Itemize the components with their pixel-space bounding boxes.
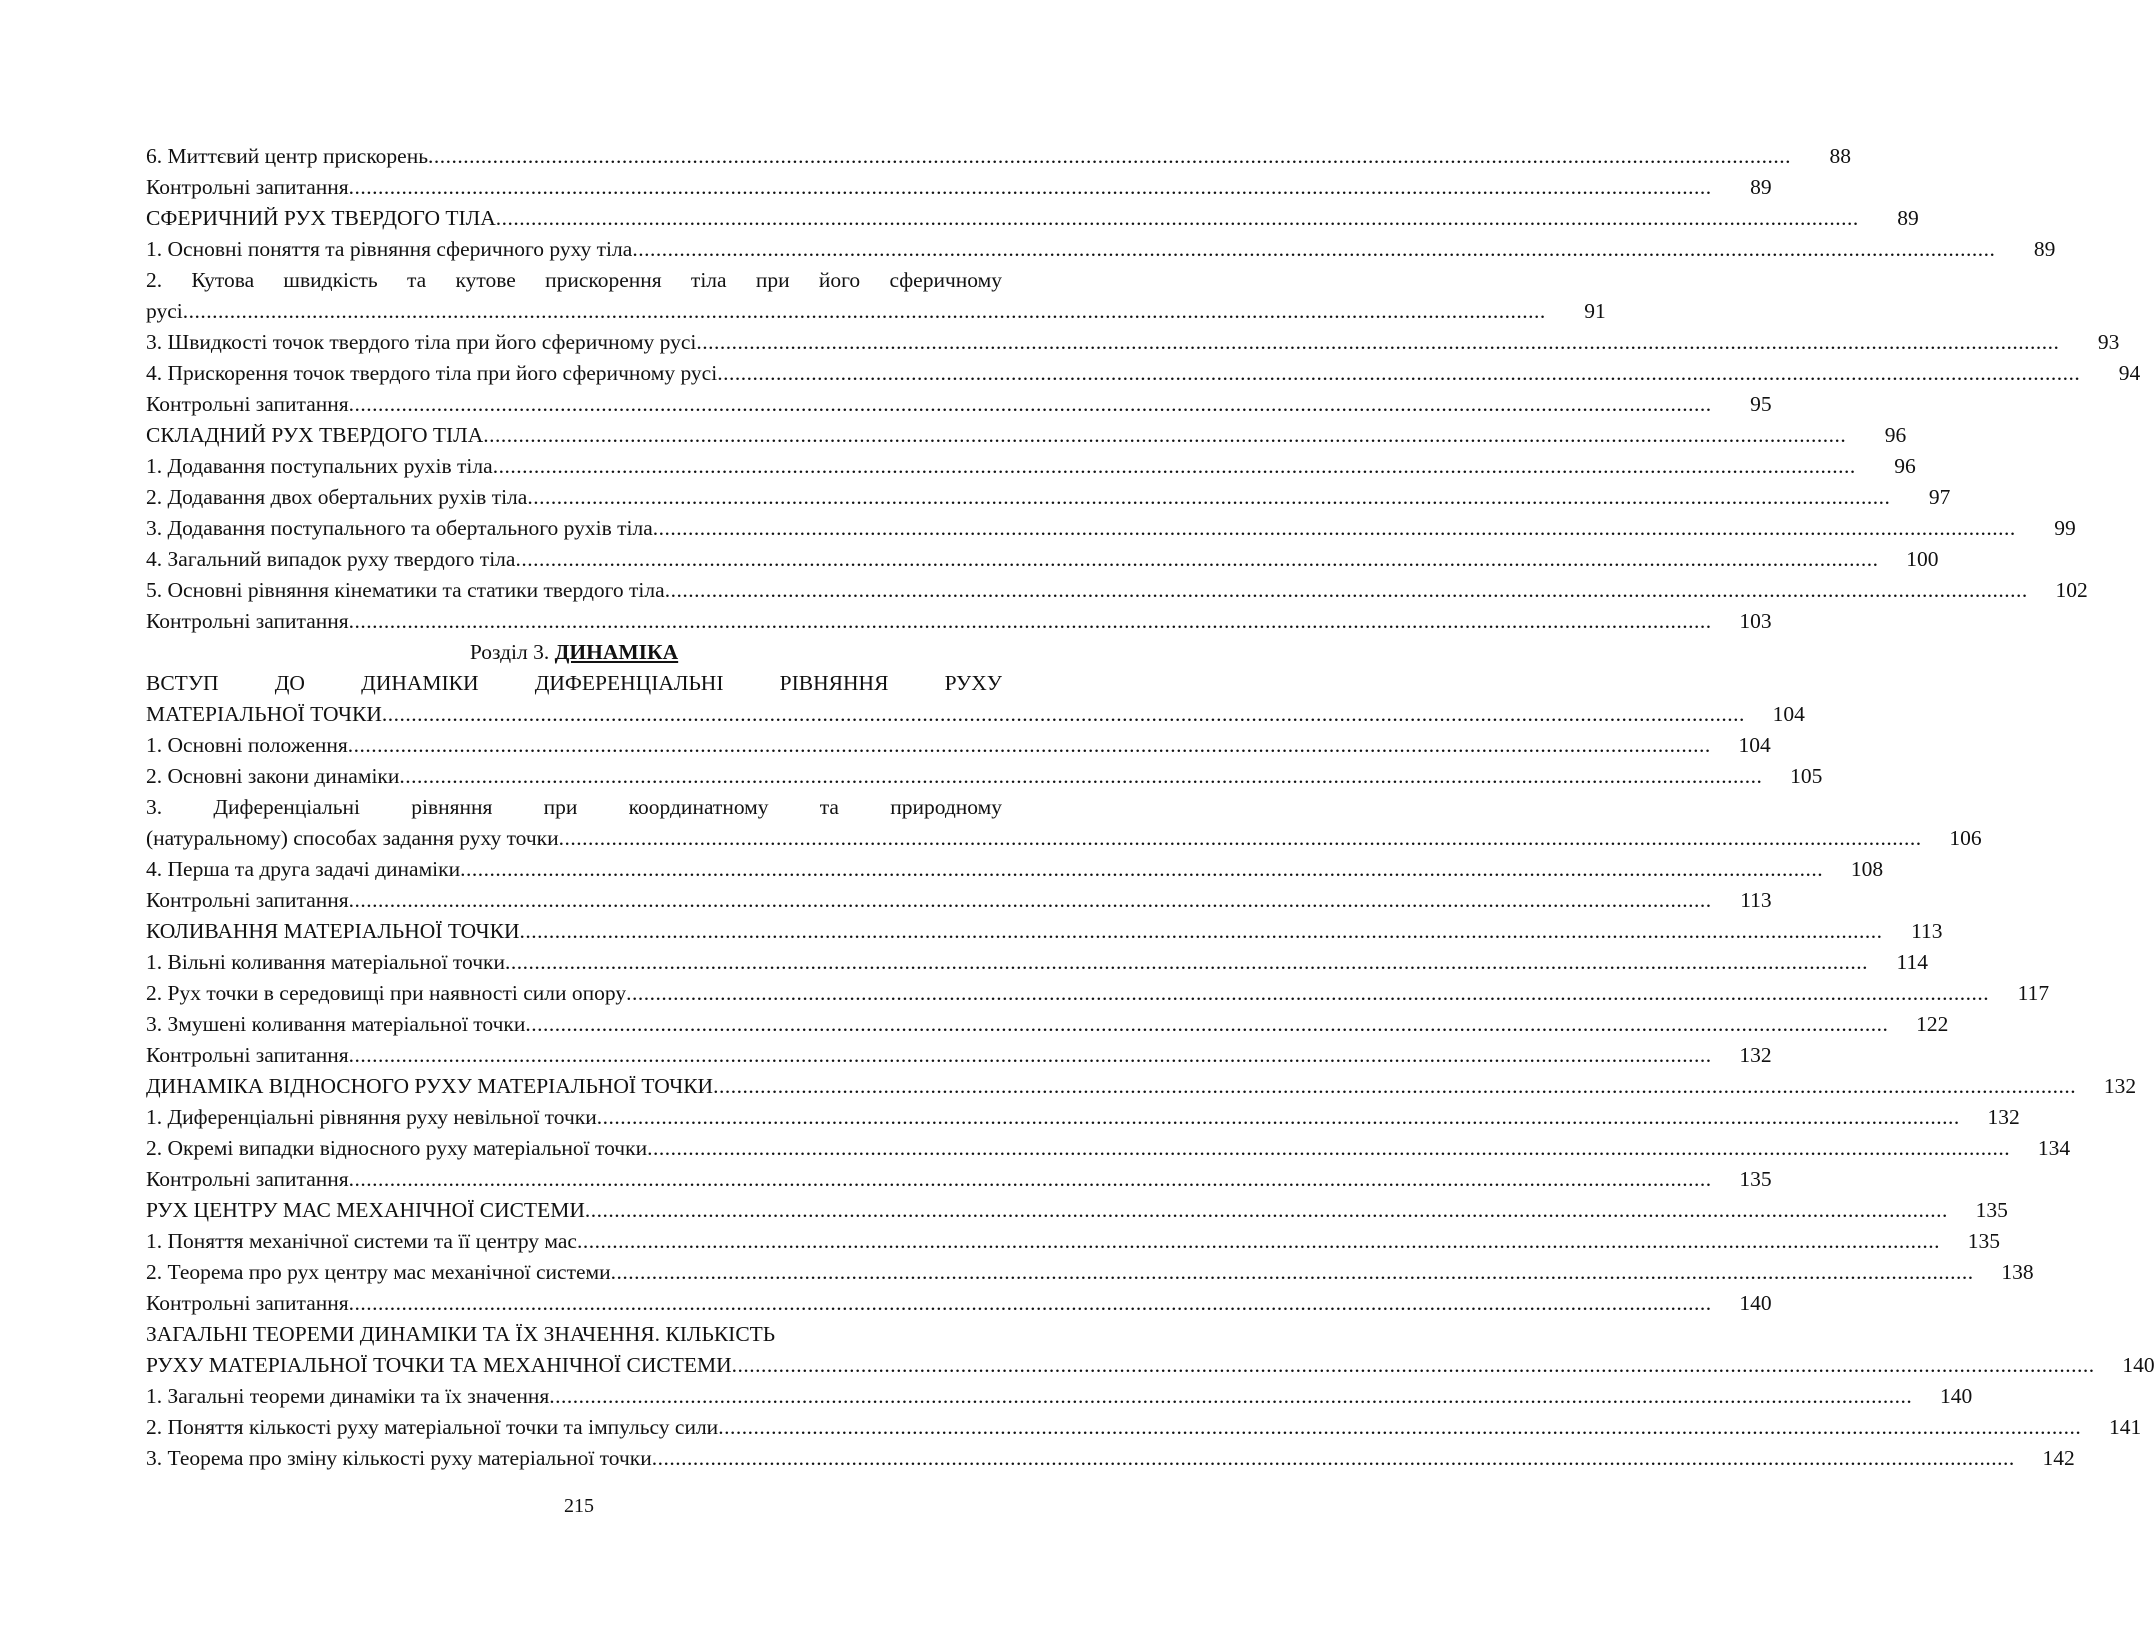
toc-entry	[146, 1102, 2020, 1133]
toc-entry	[146, 1164, 1772, 1195]
toc-entry	[146, 513, 2076, 544]
leader-dots	[496, 203, 1859, 234]
leader-dots	[349, 172, 1712, 203]
toc-entry	[146, 978, 2050, 1009]
toc-entry	[146, 606, 1772, 637]
leader-dots	[348, 730, 1711, 761]
toc-entry-page: 94	[2118, 361, 2141, 385]
toc-entry-page: 89	[1897, 206, 1919, 230]
leader-dots	[647, 1133, 2010, 1164]
toc-entry	[146, 761, 1823, 792]
toc-entry-page: 122	[1916, 1012, 1949, 1036]
toc-entry-title: 2. Теорема про рух центру мас механічної системи	[146, 1260, 611, 1284]
leader-dots	[505, 947, 1868, 978]
section-title: ДИНАМІКА	[554, 640, 679, 664]
leader-dots	[597, 1102, 1960, 1133]
toc-entry-page: 138	[2001, 1260, 2034, 1284]
toc-entry-title: 6. Миттєвий центр прискорень	[146, 144, 429, 168]
toc-entry-page: 132	[1987, 1105, 2020, 1129]
toc-entry-title: 1. Основні положення	[146, 733, 348, 757]
toc-entry-title: 1. Диференціальні рівняння руху невільної точки	[146, 1105, 597, 1129]
leader-dots	[696, 327, 2059, 358]
toc-entry-title: Контрольні запитання	[146, 175, 349, 199]
toc-entry-page: 89	[1750, 175, 1772, 199]
toc-entry-page: 100	[1906, 547, 1939, 571]
toc-entry-page: 96	[1894, 454, 1916, 478]
toc-entry	[146, 1009, 1949, 1040]
toc-entry	[146, 451, 1916, 482]
toc-entry	[146, 1071, 2137, 1102]
table-of-contents	[146, 141, 2155, 1474]
toc-entry-title: ЗАГАЛЬНІ ТЕОРЕМИ ДИНАМІКИ ТА ЇХ ЗНАЧЕННЯ. КІЛЬКІСТЬ	[146, 1322, 776, 1346]
toc-entry	[146, 1257, 2034, 1288]
toc-entry-title: РУХУ МАТЕРІАЛЬНОЇ ТОЧКИ ТА МЕХАНІЧНОЇ СИСТЕМИ	[146, 1353, 732, 1377]
leader-dots	[525, 1009, 1888, 1040]
leader-dots	[483, 420, 1846, 451]
toc-entry-title: ВСТУП ДО ДИНАМІКИ ДИФЕРЕНЦІАЛЬНІ РІВНЯННЯ РУХУ	[146, 671, 1002, 695]
toc-entry-page: 134	[2037, 1136, 2071, 1160]
toc-entry-page: 140	[2122, 1353, 2155, 1377]
toc-entry	[146, 1443, 2075, 1474]
toc-entry-page: 95	[1750, 392, 1772, 416]
toc-entry	[146, 823, 1982, 854]
toc-entry-title: 1. Поняття механічної системи та її центру мас	[146, 1229, 577, 1253]
toc-entry-title: Контрольні запитання	[146, 888, 349, 912]
toc-entry-page: 135	[1967, 1229, 2000, 1253]
toc-entry-page: 96	[1884, 423, 1907, 447]
toc-entry-title: (натуральному) способах задання руху точки	[146, 826, 559, 850]
toc-entry-title: ДИНАМІКА ВІДНОСНОГО РУХУ МАТЕРІАЛЬНОЇ ТОЧКИ	[146, 1074, 714, 1098]
toc-entry-title: Контрольні запитання	[146, 1291, 349, 1315]
toc-entry-title: СФЕРИЧНИЙ РУХ ТВЕРДОГО ТІЛА	[146, 206, 496, 230]
toc-entry-wrapped	[146, 668, 1002, 699]
toc-entry-page: 106	[1949, 826, 1982, 850]
toc-entry	[146, 141, 1852, 172]
leader-dots	[652, 1443, 2015, 1474]
leader-dots	[713, 1071, 2076, 1102]
toc-entry-page: 104	[1738, 733, 1771, 757]
toc-entry-title: 3. Диференціальні рівняння при координатному та природному	[146, 795, 1002, 819]
toc-entry-page: 103	[1739, 609, 1772, 633]
leader-dots	[527, 482, 1890, 513]
toc-entry	[146, 575, 2088, 606]
toc-entry	[146, 1133, 2071, 1164]
toc-entry	[146, 1381, 1973, 1412]
leader-dots	[653, 513, 2016, 544]
toc-entry-title: 3. Теорема про зміну кількості руху матеріальної точки	[146, 1446, 652, 1470]
toc-entry-title: 2. Рух точки в середовищі при наявності сили опору	[146, 981, 627, 1005]
leader-dots	[549, 1381, 1912, 1412]
toc-entry-page: 117	[2017, 981, 2050, 1005]
leader-dots	[349, 1164, 1712, 1195]
toc-entry-title: 4. Прискорення точок твердого тіла при його сферичному русі	[146, 361, 718, 385]
section-heading	[146, 637, 1002, 668]
toc-entry-page: 104	[1772, 702, 1805, 726]
toc-entry-wrapped	[146, 1319, 1002, 1350]
toc-entry-wrapped	[146, 792, 1002, 823]
toc-entry-page: 113	[1740, 888, 1772, 912]
toc-entry-title: 2. Основні закони динаміки	[146, 764, 400, 788]
leader-dots	[460, 854, 1823, 885]
toc-entry-title: Контрольні запитання	[146, 609, 349, 633]
toc-entry	[146, 420, 1907, 451]
toc-entry-page: 132	[1739, 1043, 1772, 1067]
leader-dots	[585, 1195, 1948, 1226]
toc-entry-title: Контрольні запитання	[146, 1043, 349, 1067]
toc-entry	[146, 544, 1939, 575]
toc-entry-title: 1. Загальні теореми динаміки та їх значення	[146, 1384, 550, 1408]
toc-entry-title: КОЛИВАННЯ МАТЕРІАЛЬНОЇ ТОЧКИ	[146, 919, 520, 943]
toc-entry-title: 5. Основні рівняння кінематики та статики твердого тіла	[146, 578, 665, 602]
toc-entry	[146, 699, 1805, 730]
toc-entry-title: 2. Додавання двох обертальних рухів тіла	[146, 485, 528, 509]
toc-entry	[146, 296, 1606, 327]
toc-entry-title: Контрольні запитання	[146, 392, 349, 416]
toc-entry-page: 140	[1939, 1384, 1973, 1408]
leader-dots	[349, 885, 1712, 916]
toc-entry-page: 88	[1829, 144, 1852, 168]
toc-entry-title: 3. Додавання поступального та обертального рухів тіла	[146, 516, 653, 540]
toc-entry-title: 3. Швидкості точок твердого тіла при його сферичному русі	[146, 330, 697, 354]
toc-entry-title: МАТЕРІАЛЬНОЇ ТОЧКИ	[146, 702, 382, 726]
toc-entry-page: 141	[2108, 1415, 2142, 1439]
toc-entry-title: СКЛАДНИЙ РУХ ТВЕРДОГО ТІЛА	[146, 423, 484, 447]
toc-entry-title: русі	[146, 299, 183, 323]
toc-entry-page: 97	[1928, 485, 1951, 509]
toc-entry-page: 132	[2103, 1074, 2137, 1098]
toc-entry	[146, 172, 1772, 203]
toc-entry-title: РУХ ЦЕНТРУ МАС МЕХАНІЧНОЇ СИСТЕМИ	[146, 1198, 585, 1222]
toc-entry-title: 1. Додавання поступальних рухів тіла	[146, 454, 493, 478]
leader-dots	[718, 1412, 2081, 1443]
toc-entry	[146, 916, 1943, 947]
toc-entry-title: 2. Кутова швидкість та кутове прискорення тіла при його сферичному	[146, 268, 1002, 292]
toc-entry-page: 91	[1584, 299, 1606, 323]
toc-entry-page: 99	[2054, 516, 2076, 540]
toc-entry-title: 2. Поняття кількості руху матеріальної точки та імпульсу сили	[146, 1415, 719, 1439]
toc-entry	[146, 1040, 1772, 1071]
leader-dots	[183, 296, 1546, 327]
leader-dots	[626, 978, 1989, 1009]
leader-dots	[665, 575, 2028, 606]
toc-entry-page: 142	[2042, 1446, 2075, 1470]
leader-dots	[632, 234, 1995, 265]
toc-entry-page: 135	[1975, 1198, 2008, 1222]
toc-entry-page: 102	[2055, 578, 2088, 602]
leader-dots	[520, 916, 1883, 947]
toc-entry	[146, 1412, 2142, 1443]
toc-entry	[146, 358, 2141, 389]
leader-dots	[349, 1040, 1712, 1071]
leader-dots	[717, 358, 2080, 389]
leader-dots	[349, 1288, 1712, 1319]
toc-entry	[146, 389, 1772, 420]
leader-dots	[428, 141, 1791, 172]
leader-dots	[349, 389, 1712, 420]
leader-dots	[349, 606, 1712, 637]
leader-dots	[493, 451, 1856, 482]
leader-dots	[732, 1350, 2095, 1381]
leader-dots	[611, 1257, 1974, 1288]
toc-entry	[146, 1226, 2000, 1257]
toc-entry	[146, 1288, 1772, 1319]
toc-entry	[146, 885, 1772, 916]
leader-dots	[577, 1226, 1940, 1257]
toc-entry	[146, 234, 2056, 265]
toc-entry	[146, 947, 1928, 978]
toc-entry-wrapped	[146, 265, 1002, 296]
leader-dots	[382, 699, 1745, 730]
toc-entry-title: 1. Вільні коливання матеріальної точки	[146, 950, 505, 974]
toc-entry	[146, 203, 1919, 234]
toc-entry-title: 4. Перша та друга задачі динаміки	[146, 857, 461, 881]
toc-entry-page: 135	[1739, 1167, 1772, 1191]
toc-entry-page: 108	[1850, 857, 1884, 881]
toc-entry	[146, 1350, 2155, 1381]
toc-entry	[146, 482, 1951, 513]
toc-entry-title: Контрольні запитання	[146, 1167, 349, 1191]
toc-entry-page: 93	[2097, 330, 2120, 354]
toc-entry-title: 2. Окремі випадки відносного руху матеріальної точки	[146, 1136, 648, 1160]
leader-dots	[399, 761, 1762, 792]
leader-dots	[515, 544, 1878, 575]
section-prefix: Розділ 3.	[469, 640, 550, 664]
toc-entry	[146, 854, 1884, 885]
toc-entry-title: 1. Основні поняття та рівняння сферичного руху тіла	[146, 237, 633, 261]
toc-entry-page: 89	[2033, 237, 2056, 261]
toc-entry-page: 105	[1790, 764, 1823, 788]
toc-entry-title: 4. Загальний випадок руху твердого тіла	[146, 547, 516, 571]
toc-entry-page: 114	[1896, 950, 1928, 974]
toc-entry	[146, 1195, 2008, 1226]
toc-entry-title: 3. Змушені коливання матеріальної точки	[146, 1012, 526, 1036]
leader-dots	[559, 823, 1922, 854]
page-number: 215	[564, 1495, 594, 1517]
toc-entry-page: 140	[1739, 1291, 1772, 1315]
toc-entry	[146, 730, 1771, 761]
toc-entry	[146, 327, 2120, 358]
toc-entry-page: 113	[1911, 919, 1943, 943]
